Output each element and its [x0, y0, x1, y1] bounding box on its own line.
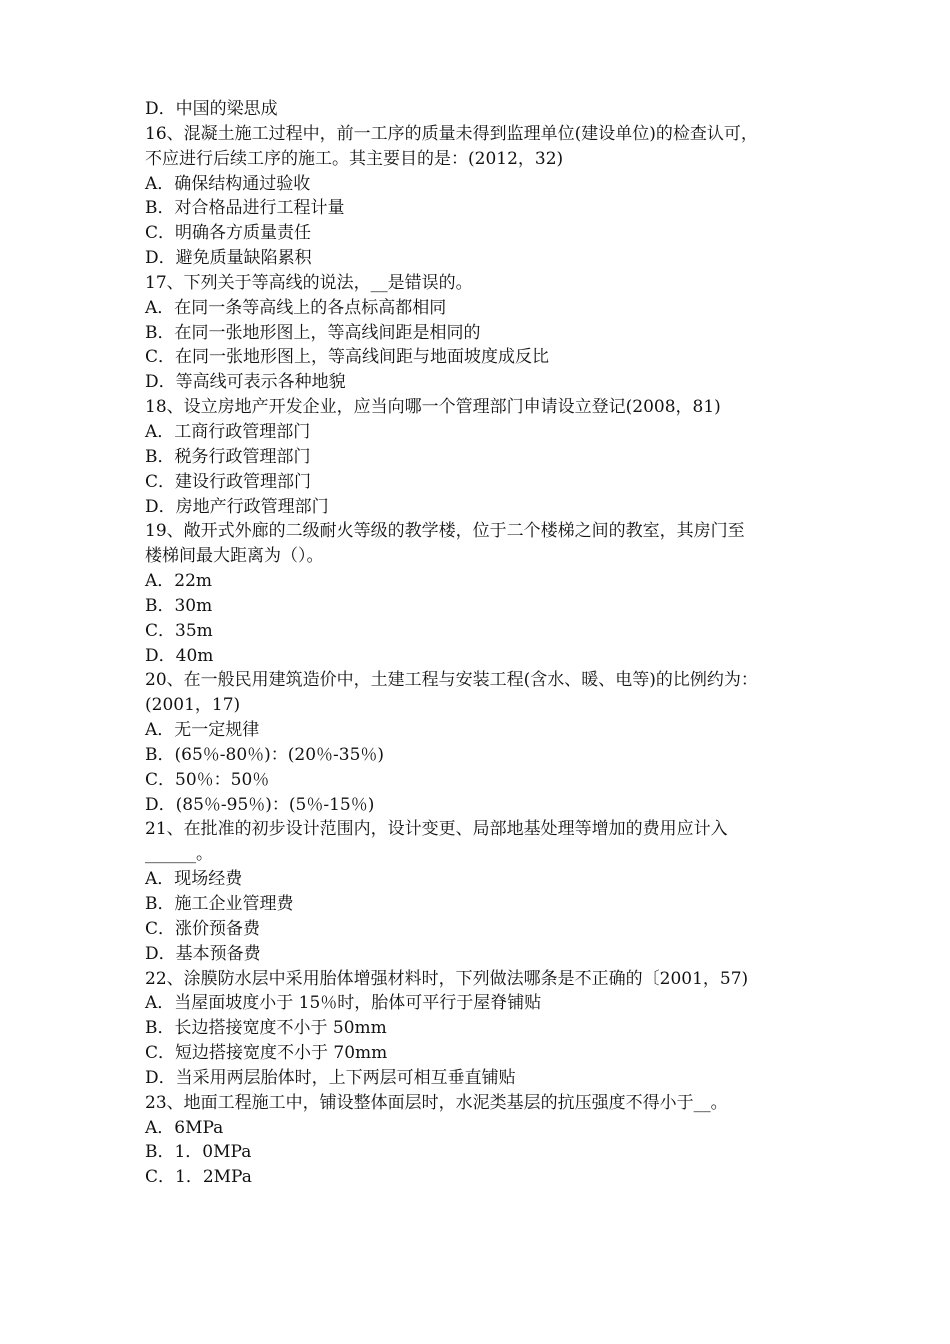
option-line: A．工商行政管理部门: [145, 421, 311, 442]
option-line: D．当采用两层胎体时，上下两层可相互垂直铺贴: [145, 1067, 516, 1088]
question-line: 17、下列关于等高线的说法，__是错误的。: [145, 272, 473, 293]
question-line: 16、混凝土施工过程中，前一工序的质量未得到监理单位(建设单位)的检查认可，: [145, 123, 758, 144]
option-line: A．6MPa: [145, 1117, 224, 1138]
option-line: D．等高线可表示各种地貌: [145, 372, 346, 393]
option-line: A．无一定规律: [145, 720, 260, 741]
question-line: (2001，17): [145, 695, 241, 716]
option-line: A．22m: [145, 571, 213, 592]
option-line: D．避免质量缺陷累积: [145, 248, 312, 269]
option-line: C．1．2MPa: [145, 1167, 252, 1188]
option-line: B．施工企业管理费: [145, 894, 294, 914]
option-line: A．在同一条等高线上的各点标高都相同: [145, 297, 447, 318]
question-line: 18、设立房地产开发企业，应当向哪一个管理部门申请设立登记(2008，81): [145, 397, 721, 418]
option-line: A．现场经费: [145, 869, 243, 890]
option-line: C．明确各方质量责任: [145, 223, 312, 244]
option-line: B．税务行政管理部门: [145, 446, 311, 467]
question-line: 21、在批准的初步设计范围内，设计变更、局部地基处理等增加的费用应计入: [145, 819, 728, 840]
question-line: 20、在一般民用建筑造价中，土建工程与安装工程(含水、暖、电等)的比例约为：: [145, 670, 758, 691]
document-page: [145, 97, 825, 1190]
option-line: D．40m: [145, 645, 214, 666]
question-line: 23、地面工程施工中，铺设整体面层时，水泥类基层的抗压强度不得小于__。: [145, 1092, 728, 1113]
option-line: A．当屋面坡度小于 15％时，胎体可平行于屋脊铺贴: [145, 993, 542, 1014]
option-line: C．50％：50％: [145, 769, 270, 790]
question-line: 楼梯间最大距离为（）。: [145, 546, 324, 567]
question-line: ______。: [145, 844, 213, 865]
question-line: 22、涂膜防水层中采用胎体增强材料时，下列做法哪条是不正确的〔2001，57): [145, 968, 749, 989]
option-line: B．1．0MPa: [145, 1142, 252, 1163]
option-line: B．对合格品进行工程计量: [145, 198, 345, 219]
option-line: B．长边搭接宽度不小于 50mm: [145, 1018, 387, 1039]
option-line: B．30m: [145, 595, 213, 616]
option-line: C．在同一张地形图上，等高线间距与地面坡度成反比: [145, 347, 550, 368]
option-line: D．中国的梁思成: [145, 99, 278, 119]
question-line: 不应进行后续工序的施工。其主要目的是：(2012，32): [145, 148, 564, 169]
option-line: C．短边搭接宽度不小于 70mm: [145, 1043, 388, 1064]
option-line: D．(85％-95％)：(5％-15％): [145, 794, 375, 815]
question-line: 19、敞开式外廊的二级耐火等级的教学楼，位于二个楼梯之间的教室，其房门至: [145, 521, 745, 542]
option-line: C．涨价预备费: [145, 918, 261, 939]
option-line: C．建设行政管理部门: [145, 471, 312, 492]
option-line: B．(65％-80％)：(20％-35％): [145, 744, 385, 765]
option-line: B．在同一张地形图上，等高线间距是相同的: [145, 322, 481, 343]
option-line: A．确保结构通过验收: [145, 173, 311, 194]
option-line: D．房地产行政管理部门: [145, 496, 329, 517]
option-line: D．基本预备费: [145, 943, 261, 964]
option-line: C．35m: [145, 620, 213, 641]
